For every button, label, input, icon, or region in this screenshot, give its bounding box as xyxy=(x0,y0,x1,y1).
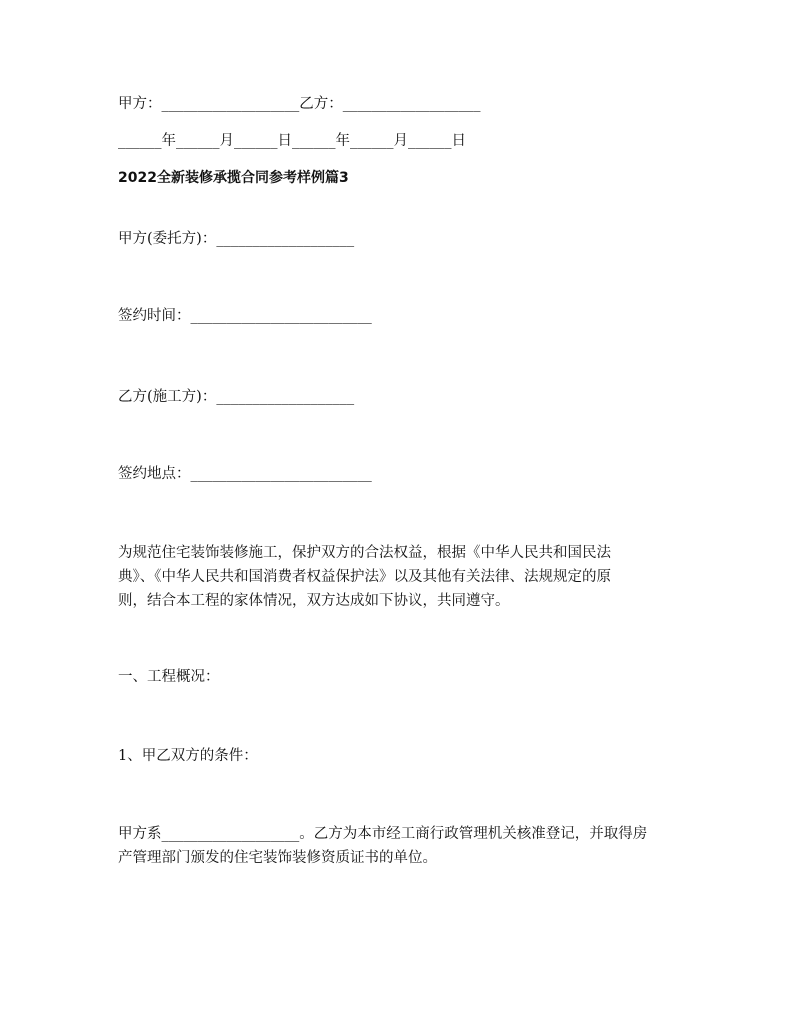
sign-time-field: 签约时间：_________________________ xyxy=(118,308,372,324)
contractor-field: 乙方(施工方)：___________________ xyxy=(118,389,355,405)
heading-party-conditions: 1、甲乙双方的条件： xyxy=(118,748,258,764)
signature-line xyxy=(118,94,481,114)
client-field: 甲方(委托方)：___________________ xyxy=(118,231,355,247)
preamble-line: 典》、《中华人民共和国消费者权益保护法》以及其他有关法律、法规规定的原 xyxy=(118,569,611,585)
conditions-line: 产管理部门颁发的住宅装饰装修资质证书的单位。 xyxy=(118,850,437,866)
conditions-line: 甲方系___________________。乙方为本市经工商行政管理机关核准登记，并取得房 xyxy=(118,826,648,842)
section-title: 2022全新装修承揽合同参考样例篇3 xyxy=(118,170,349,186)
party-b-signature: 乙方：___________________ xyxy=(299,96,481,112)
sign-place-field: 签约地点：_________________________ xyxy=(118,466,372,482)
preamble-paragraph xyxy=(118,541,688,613)
conditions-paragraph xyxy=(118,822,688,870)
date-line: ______年______月______日______年______月______日 xyxy=(118,133,466,149)
preamble-line: 为规范住宅装饰装修施工，保护双方的合法权益，根据《中华人民共和国民法 xyxy=(118,545,611,561)
heading-project-overview: 一、工程概况： xyxy=(118,669,220,685)
preamble-line: 则，结合本工程的家体情况，双方达成如下协议，共同遵守。 xyxy=(118,593,510,609)
party-a-signature: 甲方：___________________ xyxy=(118,96,300,112)
